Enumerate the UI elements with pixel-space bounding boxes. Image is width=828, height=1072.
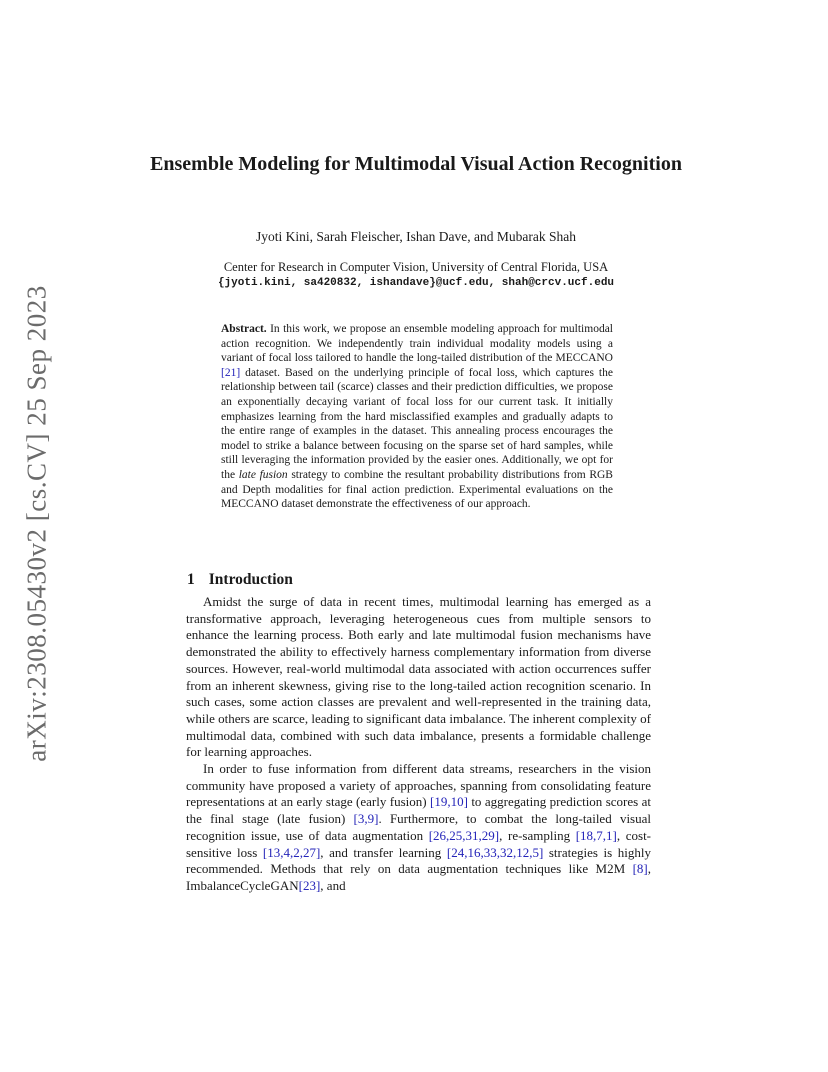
arxiv-identifier-text: arXiv:2308.05430v2 [cs.CV] 25 Sep 2023: [21, 284, 52, 762]
affiliation-institution: Center for Research in Computer Vision, University of Central Florida, USA: [223, 260, 609, 274]
citation-link[interactable]: [26,25,31,29]: [428, 827, 500, 843]
intro-text: In order to fuse information from different data streams, researchers in the vision community have proposed a variety of approaches, spanning from consolidating feature representations at an early stage (early fusion): [186, 761, 651, 810]
abstract-text-2: dataset. Based on the underlying principle of focal loss, which captures the relationship between tail (scarce) classes and their prediction difficulties, we propose an exponentially decaying variant of focal loss for our current task. It initially emphasizes learning from the hard misclassified examples and gradually adapts to the entire range of examples in the dataset. This annealing process encourages the model to strike a balance between focusing on the sparse set of hard samples, while still leveraging the information provided by the easier ones. Additionally, we opt for the: [221, 366, 613, 481]
intro-text: , re-sampling: [499, 827, 576, 843]
citation-link[interactable]: [24,16,33,32,12,5]: [446, 844, 544, 860]
citation-link[interactable]: [21]: [221, 366, 241, 379]
section-number: 1: [187, 571, 195, 588]
intro-paragraph-2: [186, 761, 651, 895]
abstract-text-3: strategy to combine the resultant probability distributions from RGB and Depth modalities for final action prediction. Experimental evaluations on the MECCANO dataset demonstrate the effectiveness of our approach.: [221, 468, 613, 511]
paper-title: Ensemble Modeling for Multimodal Visual Action Recognition: [150, 153, 682, 175]
arxiv-identifier-stamp: [20, 286, 54, 760]
section-heading: [187, 571, 293, 589]
intro-text: , and: [320, 877, 346, 893]
citation-link[interactable]: [23]: [298, 877, 321, 893]
abstract-emphasis: late fusion: [238, 468, 288, 481]
intro-text: , ImbalanceCycleGAN: [186, 861, 651, 893]
abstract-paragraph: [221, 322, 613, 512]
intro-text: . Furthermore, to combat the long-tailed visual recognition issue, use of data augmentation: [186, 811, 651, 843]
intro-text: strategies is highly recommended. Methods that rely on data augmentation techniques like M2M: [186, 844, 651, 877]
abstract-label: Abstract.: [221, 323, 267, 335]
affiliation-block: [150, 259, 682, 291]
citation-link[interactable]: [3,9]: [353, 811, 379, 827]
author-emails: {jyoti.kini, sa420832, ishandave}@ucf.edu, shah@crcv.ucf.edu: [217, 277, 615, 289]
intro-text: , and transfer learning: [320, 844, 447, 860]
citation-link[interactable]: [13,4,2,27]: [262, 844, 321, 860]
abstract-text-1: In this work, we propose an ensemble modeling approach for multimodal action recognition. We independently train individual modality models using a variant of focal loss tailored to handle the long-tailed distribution of the MECCANO: [221, 323, 613, 365]
citation-link[interactable]: [8]: [632, 861, 648, 877]
citation-link[interactable]: [19,10]: [430, 794, 468, 810]
author-list: Jyoti Kini, Sarah Fleischer, Ishan Dave, and Mubarak Shah: [255, 229, 576, 244]
intro-text: , cost-sensitive loss: [186, 827, 652, 860]
citation-link[interactable]: [18,7,1]: [575, 827, 617, 843]
intro-paragraph-1: Amidst the surge of data in recent times, multimodal learning has emerged as a transformative approach, leveraging heterogeneous cues from multiple sensors to enhance the learning process. Both early and late multimodal fusion mechanisms have demonstrated the ability to effectively harness complementary information from diverse sources. However, real-world multimodal data associated with action occurrences suffer from an inherent skewness, giving rise to the long-tailed action recognition scenario. In such cases, some action classes are prevalent and well-represented in the training data, while others are scarce, leading to significant data imbalance. The inherent complexity of multimodal data, combined with such data imbalance, presents a formidable challenge for learning approaches.: [186, 594, 651, 760]
intro-text: to aggregating prediction scores at the final stage (late fusion): [186, 794, 651, 827]
introduction-body: [186, 594, 651, 895]
section-title: Introduction: [208, 571, 293, 588]
